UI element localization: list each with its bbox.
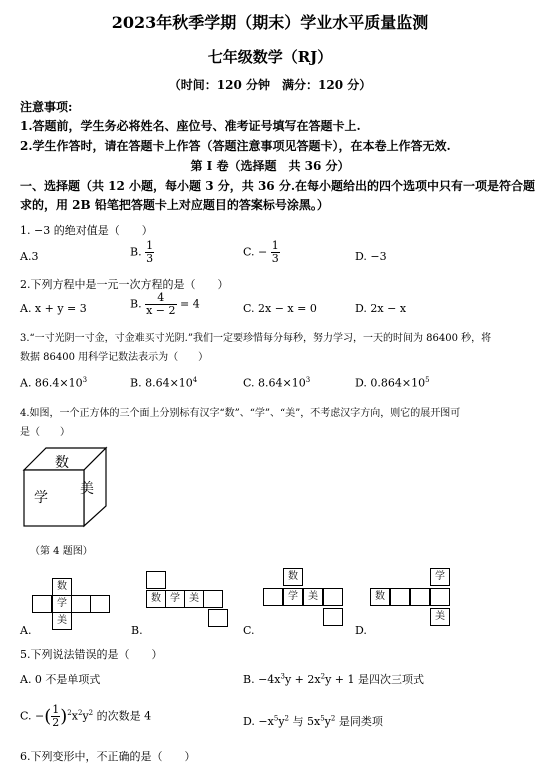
time-info: （时间：120 分钟 满分：120 分）	[168, 78, 372, 92]
q3-b-exp: 4	[192, 376, 198, 384]
q5-option-b	[243, 671, 424, 687]
q5-d-exp1: 5	[273, 714, 279, 723]
q5-d-pre: D. −x	[243, 715, 274, 728]
q4-option-a-label: A.	[20, 624, 32, 637]
q3-b-text: B. 8.64×10	[130, 376, 193, 390]
net-a-cell-mei: 美	[52, 612, 72, 630]
q2-option-c: C. 2x − x = 0	[243, 302, 317, 315]
q5-c-exp3: 2	[88, 708, 94, 717]
q1-option-c-label: C. −	[243, 245, 268, 259]
net-b-cell-mei: 美	[184, 590, 204, 608]
q2-option-b	[130, 292, 200, 317]
q5-stem: 5.下列说法错误的是（ ）	[20, 648, 163, 661]
q5-d-exp3: 5	[320, 714, 325, 723]
q2-stem: 2.下列方程中是一元一次方程的是（ ）	[20, 278, 229, 291]
cube-side-label: 美	[80, 481, 94, 497]
net-d-cell-xue: 学	[430, 568, 450, 586]
q5-c-tail2: y	[82, 709, 89, 723]
q5-d-mid2: 与 5x	[289, 715, 321, 728]
q3-option-c	[243, 376, 310, 390]
net-a-cell-shu: 数	[52, 578, 72, 596]
q5-option-a: A. 0 不是单项式	[20, 673, 101, 686]
q5-b-exp2: 2	[320, 672, 326, 681]
q3-d-text: D. 0.864×10	[355, 376, 426, 390]
q5-b-pre: B. −4x	[243, 673, 281, 686]
q1-c-denominator: 3	[271, 252, 279, 265]
q5-d-exp4: 2	[330, 714, 336, 723]
q5-c-exp: 2	[67, 708, 72, 717]
notes-item-1: 1.答题前，学生务必将姓名、座位号、准考证号填写在答题卡上.	[20, 119, 361, 133]
q3-option-a	[20, 376, 87, 390]
q5-d-mid: y	[278, 715, 285, 728]
q5-c-exp2: 2	[77, 708, 83, 717]
q2-b-denominator: x − 2	[146, 304, 176, 317]
q5-d-tail: 是同类项	[335, 715, 383, 728]
net-d-cell	[410, 588, 430, 606]
q5-c-pre: C. −	[20, 709, 45, 723]
net-b-cell	[208, 609, 228, 627]
net-d-cell-mei: 美	[430, 608, 450, 626]
net-c-cell	[263, 588, 283, 606]
cube-front-label: 学	[34, 490, 48, 506]
net-a-cell	[90, 595, 110, 613]
q4-stem-line1: 4.如图，一个正方体的三个面上分别标有汉字“数”、“学”、“美”，不考虑汉字方向，则它的展开图可	[20, 408, 461, 419]
q5-b-tail: y + 1 是四次三项式	[325, 673, 424, 686]
q5-c-paren-open: (	[44, 706, 52, 727]
net-a-cell-xue: 学	[52, 595, 72, 613]
section-intro-line2: 求的，用 2B 铅笔把答题卡上对应题目的答案标号涂黑。）	[20, 198, 329, 212]
q3-a-exp: 3	[82, 376, 88, 384]
q4-option-d-label: D.	[355, 624, 367, 637]
q3-c-exp: 3	[305, 376, 311, 384]
q4-option-c-label: C.	[243, 624, 255, 637]
q5-c-end: 的次数是 4	[93, 709, 152, 723]
q1-option-b-label: B.	[130, 245, 142, 259]
cube-top-label: 数	[55, 455, 69, 471]
net-c-cell-xue: 学	[283, 588, 303, 606]
q2-b-tail: = 4	[176, 297, 200, 311]
q1-stem: 1. −3 的绝对值是（ ）	[20, 224, 153, 237]
cube-front-face	[24, 470, 84, 526]
net-c-cell-mei: 美	[303, 588, 323, 606]
q2-option-d: D. 2x − x	[355, 302, 407, 315]
net-b-cell-shu: 数	[146, 590, 166, 608]
net-b-cell-xue: 学	[165, 590, 185, 608]
q5-b-mid: y + 2x	[284, 673, 321, 686]
q1-b-denominator: 3	[146, 252, 154, 265]
q5-d-mid3: y	[324, 715, 331, 728]
q5-b-exp1: 3	[280, 672, 285, 681]
net-a-cell	[71, 595, 91, 613]
q3-d-exp: 5	[425, 376, 430, 384]
exam-title: 2023年秋季学期（期末）学业水平质量监测	[111, 13, 429, 32]
q1-option-b	[130, 240, 154, 265]
q2-option-b-label: B.	[130, 297, 142, 311]
section-title: 第 I 卷（选择题 共 36 分）	[190, 159, 350, 173]
q5-c-tail: x	[71, 709, 78, 723]
q5-d-exp2: 2	[284, 714, 289, 723]
q6-stem: 6.下列变形中，不正确的是（ ）	[20, 750, 196, 763]
net-b-cell	[146, 571, 166, 589]
q2-b-numerator: 4	[145, 292, 176, 305]
net-d-cell	[430, 588, 450, 606]
q3-c-text: C. 8.64×10	[243, 376, 306, 390]
notes-heading: 注意事项:	[20, 100, 73, 114]
q4-option-b-label: B.	[131, 624, 143, 637]
exam-subtitle: 七年级数学（RJ）	[207, 48, 333, 66]
q4-figure-caption: （第 4 题图）	[30, 546, 93, 557]
q3-option-b	[130, 376, 197, 390]
q3-stem-line2: 数据 86400 用科学记数法表示为（ ）	[20, 352, 209, 363]
q5-c-numerator: 1	[52, 703, 60, 716]
q1-c-numerator: 1	[271, 239, 279, 252]
q1-option-c	[243, 240, 280, 265]
section-intro-line1: 一、选择题（共 12 小题，每小题 3 分，共 36 分.在每小题给出的四个选项中只有一项是符合题	[20, 179, 535, 193]
q5-c-denominator: 2	[52, 716, 60, 729]
q4-stem-line2: 是（ ）	[20, 427, 70, 438]
q3-a-text: A. 86.4×10	[20, 376, 83, 390]
net-c-cell	[323, 588, 343, 606]
net-a-cell	[32, 595, 52, 613]
q1-option-d: D. −3	[355, 250, 387, 263]
net-c-cell	[323, 608, 343, 626]
q1-b-numerator: 1	[146, 239, 154, 252]
q5-c-paren-close: )	[60, 706, 68, 727]
q3-stem-line1: 3.“一寸光阴一寸金，寸金难买寸光阴.”我们一定要珍惜每分每秒，努力学习，一天的时间为 86400 秒，将	[20, 333, 492, 344]
q1-option-a: A.3	[20, 250, 39, 263]
net-c-cell-shu: 数	[283, 568, 303, 586]
notes-item-2: 2.学生作答时，请在答题卡上作答（答题注意事项见答题卡），在本卷上作答无效.	[20, 139, 451, 153]
net-d-cell	[390, 588, 410, 606]
q2-option-a: A. x + y = 3	[20, 302, 87, 315]
q5-option-d	[243, 713, 383, 729]
q5-option-c	[20, 704, 151, 729]
net-b-cell	[203, 590, 223, 608]
net-d-cell-shu: 数	[370, 588, 390, 606]
q3-option-d	[355, 376, 430, 390]
